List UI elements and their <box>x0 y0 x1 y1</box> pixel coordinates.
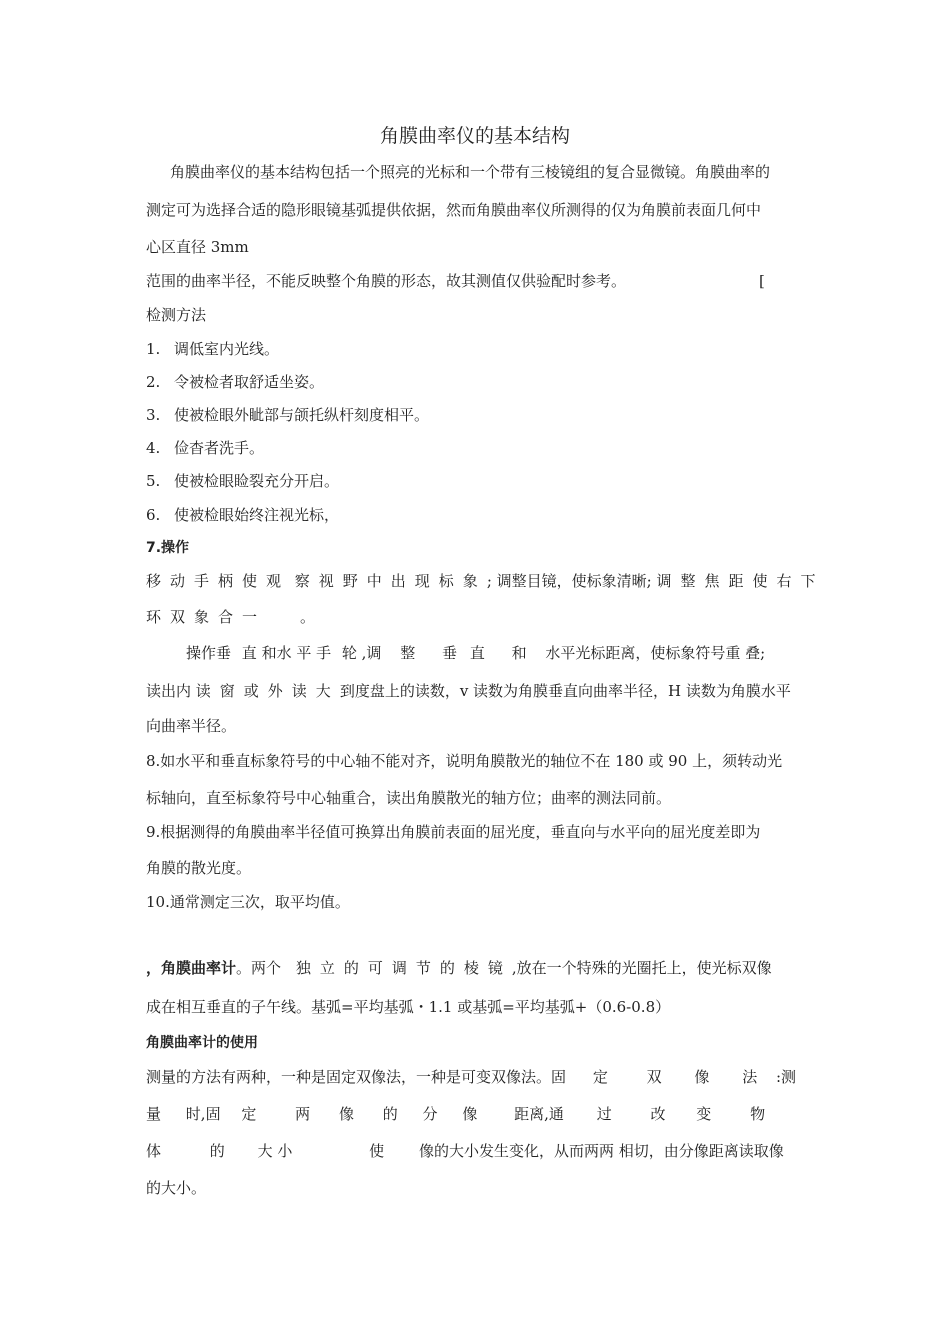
usage-text: 距离,通 <box>514 1105 564 1123</box>
operation-line-1 <box>146 571 824 591</box>
usage-text: :测 <box>776 1068 797 1086</box>
usage-text: 分 <box>422 1105 438 1123</box>
op-text: 。 <box>300 608 316 626</box>
list-item-number: 2. <box>146 373 161 391</box>
usage-text: 定 <box>592 1068 608 1086</box>
operation-line-3 <box>186 643 765 663</box>
usage-text: 定 <box>241 1105 257 1123</box>
operation-line-4 <box>146 681 791 701</box>
usage-text: 使 <box>369 1142 385 1160</box>
method-heading: 检测方法 <box>146 306 207 324</box>
list-item-text: 俭杳者洗手。 <box>174 439 265 457</box>
intro-line-3: 心区直径 3mm <box>146 238 249 256</box>
operation-heading: 7.操作 <box>146 540 190 556</box>
usage-text: 变 <box>696 1105 712 1123</box>
list-item-text: 使被检眼外眦部与颌托纵杆刻度相平。 <box>174 406 430 424</box>
page-title: 角膜曲率仪的基本结构 <box>379 125 570 147</box>
op-text: 读窗或外读大 <box>195 682 340 700</box>
intro-line-4: 范围的曲率半径，不能反映整个角膜的形态，故其测值仅供验配时参考。 <box>146 272 627 290</box>
op-text: 调整焦距使右下 <box>656 572 825 590</box>
op-text: ; 调整目镜，使标象清晰; <box>486 572 657 590</box>
meter-text: ,放在一个特殊的光圈托上，使光标双像 <box>511 959 772 977</box>
op-text: 直 和水 平 手 <box>241 644 332 662</box>
usage-text: 改 <box>650 1105 666 1123</box>
step-8-line-1: 8.如水平和垂直标象符号的中心轴不能对齐，说明角膜散光的轴位不在 180 或 90 上，须转动光 <box>146 752 783 770</box>
usage-text: 像 <box>462 1105 478 1123</box>
usage-text: 的 <box>209 1142 225 1160</box>
usage-text: 固 <box>551 1068 567 1086</box>
usage-text: 两 <box>295 1105 311 1123</box>
meter-text: 。两个 <box>236 959 282 977</box>
list-item-number: 5. <box>146 472 161 490</box>
usage-text: 法 <box>742 1068 758 1086</box>
usage-heading: 角膜曲率计的使用 <box>146 1035 258 1051</box>
op-text: 读出内 <box>146 682 192 700</box>
op-text: 轮 ,调 <box>341 644 382 662</box>
intro-bracket-mark: [ <box>759 272 765 290</box>
list-item <box>146 405 429 425</box>
meter-lead: ，角膜曲率计 <box>146 959 237 977</box>
step-8-line-2: 标轴向，直至标象符号中心轴重合，读出角膜散光的轴方位；曲率的测法同前。 <box>146 789 672 807</box>
usage-text: 过 <box>596 1105 612 1123</box>
usage-line-4: 的大小。 <box>146 1179 207 1197</box>
list-item-number: 1. <box>146 340 161 358</box>
meter-line-1 <box>146 958 772 978</box>
op-text: 水平光标距离，使标象符号重 叠; <box>545 644 766 662</box>
usage-line-2 <box>146 1104 765 1124</box>
op-text: 和 <box>511 644 527 662</box>
usage-line-1 <box>146 1067 796 1087</box>
op-text: 操作垂 <box>186 644 232 662</box>
meter-line-2: 成在相互垂直的子午线。基弧=平均基弧・1.1 或基弧=平均基弧+（0.6-0.8） <box>146 998 671 1016</box>
list-item <box>146 372 324 392</box>
step-10-line: 10.通常测定三次，取平均值。 <box>146 893 350 911</box>
usage-text: 像的大小发生变化，从而两两 相切，由分像距离读取像 <box>418 1142 784 1160</box>
operation-line-2 <box>146 607 315 627</box>
list-item-text: 令被检者取舒适坐姿。 <box>174 373 325 391</box>
usage-text: 的 <box>382 1105 398 1123</box>
intro-line-1: 角膜曲率仪的基本结构包括一个照亮的光标和一个带有三棱镜组的复合显微镜。角膜曲率的 <box>170 163 771 181</box>
usage-text: 量 <box>146 1105 162 1123</box>
list-item-number: 6. <box>146 506 161 524</box>
op-text: 到度盘上的读数，v 读数为角膜垂直向曲率半径，H 读数为角膜水平 <box>339 682 791 700</box>
list-item <box>146 438 264 458</box>
list-item <box>146 505 339 525</box>
intro-line-2: 测定可为选择合适的隐形眼镜基弧提供依据，然而角膜曲率仪所测得的仅为角膜前表面几何中 <box>146 201 762 219</box>
op-text: 环双象合一 <box>146 608 267 626</box>
operation-line-5: 向曲率半径。 <box>146 717 237 735</box>
list-item-number: 4. <box>146 439 161 457</box>
list-item <box>146 339 279 359</box>
usage-text: 物 <box>750 1105 766 1123</box>
list-item-text: 调低室内光线。 <box>174 340 280 358</box>
usage-text: 大 小 <box>257 1142 293 1160</box>
usage-text: 像 <box>338 1105 354 1123</box>
usage-text: 测量的方法有两种，一种是固定双像法，一种是可变双像法。 <box>146 1068 552 1086</box>
op-text: 整 <box>400 644 416 662</box>
op-text: 直 <box>469 644 485 662</box>
usage-text: 体 <box>146 1142 162 1160</box>
usage-text: 像 <box>694 1068 710 1086</box>
step-9-line-1: 9.根据测得的角膜曲率半径值可换算出角膜前表面的屈光度，垂直向与水平向的屈光度差即为 <box>146 823 761 841</box>
op-text: 移动手柄使观 <box>146 572 291 590</box>
step-9-line-2: 角膜的散光度。 <box>146 859 252 877</box>
op-text: 垂 <box>442 644 458 662</box>
usage-line-3 <box>146 1141 784 1161</box>
list-item-text: 使被检眼始终注视光标， <box>174 506 340 524</box>
meter-text: 独立的可调节的棱镜 <box>295 959 512 977</box>
usage-text: 双 <box>646 1068 662 1086</box>
list-item-number: 3. <box>146 406 161 424</box>
op-text: 察视野中出现标象 <box>294 572 487 590</box>
usage-text: 时,固 <box>185 1105 221 1123</box>
list-item-text: 使被检眼睑裂充分开启。 <box>174 472 340 490</box>
list-item <box>146 471 339 491</box>
